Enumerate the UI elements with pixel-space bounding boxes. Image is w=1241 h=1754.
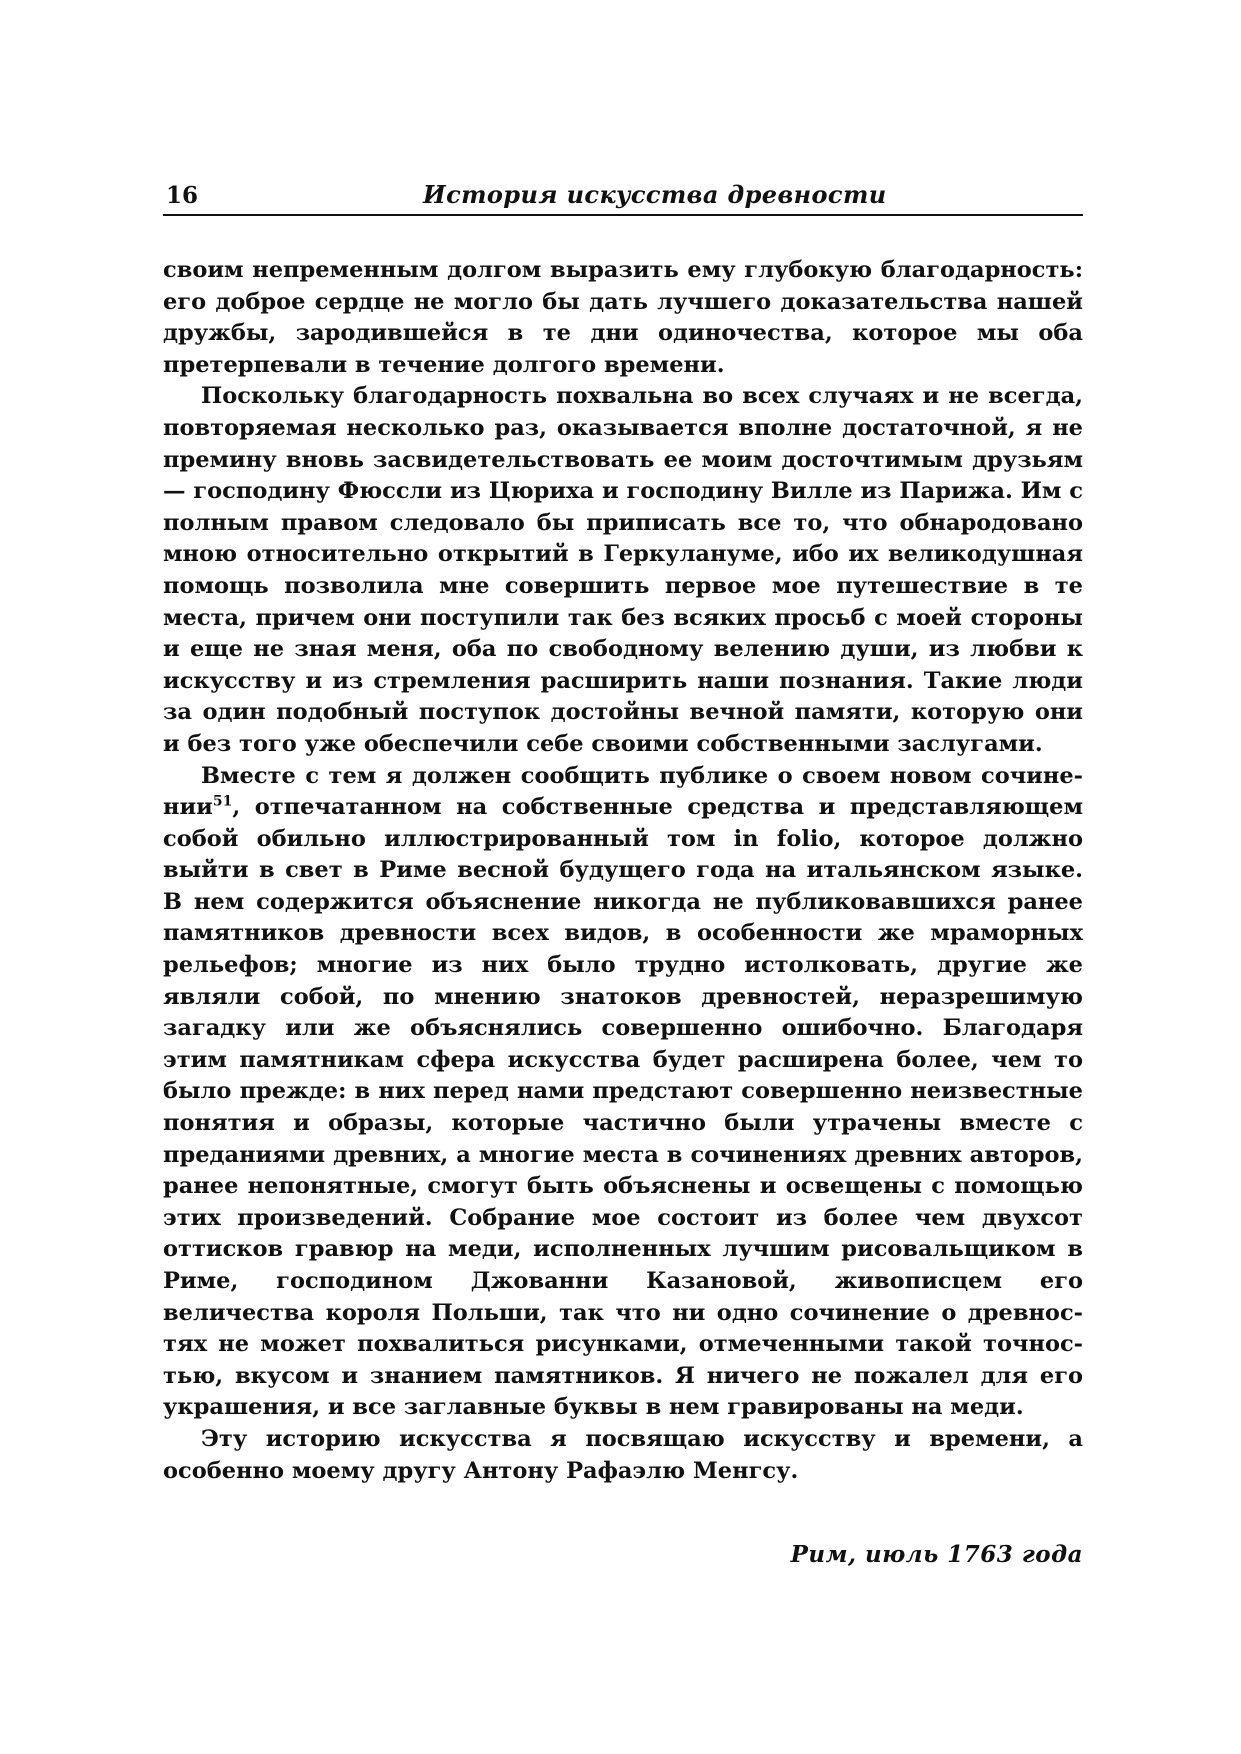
footnote-reference[interactable]: 51 [212,793,233,810]
page-number: 16 [166,182,199,209]
signature-place-date: Рим, июль 1763 года [790,1541,1083,1568]
paragraph-3-rest: , отпечатанном на собственные средства и представляющем собой обильно иллюстрированный том in folio, которое должно выйти в свет в Риме весной будущего года на итальянском языке. В нем содержится объяснение никогда не публиковавшихся ранее памятников древности всех видов, в особенности же мраморных рельефов; многие из них было трудно истолковать, другие же являли собой, по мнению знатоков древностей, неразрешимую загадку или же объяснялись совершенно ошибочно. Благодаря этим памятникам сфера искусства будет расширена более, чем то было прежде: в них перед нами предстают совершенно неизвестные понятия и образы, которые частично были утрачены вместе с преданиями древних, а многие места в сочинениях древних авторов, ранее непонятные, смогут быть объяснены и освещены с помощью этих произведений. Собрание мое состоит из более чем двухсот оттисков гравюр на меди, исполненных лучшим рисовальщиком в Риме, господином Джованни Казановой, живописцем его величества короля Польши, так что ни одно сочинение о древностях не может похвалиться рисунками, отмеченными такой точностью, вкусом и знанием памятников. Я ничего не пожалел для его украшения, и все заглавные буквы в нем гравированы на меди. [163,794,1083,1421]
paragraph-3 [163,761,1083,1424]
paragraph-2: Поскольку благодарность похвальна во всех случаях и не всегда, повторяемая несколько раз, оказывается вполне достаточной, я не премину вновь засвидетельствовать ее моим досточтимым друзьям — господину Фюссли из Цюриха и господину Вилле из Парижа. Им с полным правом следовало бы приписать все то, что обнародовано мною относительно открытий в Геркулануме, ибо их великодушная помощь позволила мне совершить первое мое путешествие в те места, причем они поступили так без всяких просьб с моей стороны и еще не зная меня, оба по свободному велению души, из любви к искусству и из стремления расширить наши познания. Такие люди за один подобный поступок достойны вечной памяти, которую они и без того уже обеспечили себе своими собственными заслугами. [163,383,1083,757]
paragraph-4: Эту историю искусства я посвящаю искусству и времени, а особенно моему другу Антону Рафаэлю Менгсу. [163,1425,1083,1484]
paragraph-1: своим непременным долгом выразить ему глубокую благодарность: его доброе сердце не могло бы дать лучшего доказательства нашей дружбы, зародившейся в те дни одиночества, которое мы оба претерпевали в течение долгого времени. [163,257,1083,378]
body-text [163,255,1083,1487]
paragraph-3-lead: Вместе с тем я должен сообщить публике о своем новом сочинении [163,762,1083,821]
running-header [163,180,1083,216]
running-title: История искусства древности [423,180,887,209]
